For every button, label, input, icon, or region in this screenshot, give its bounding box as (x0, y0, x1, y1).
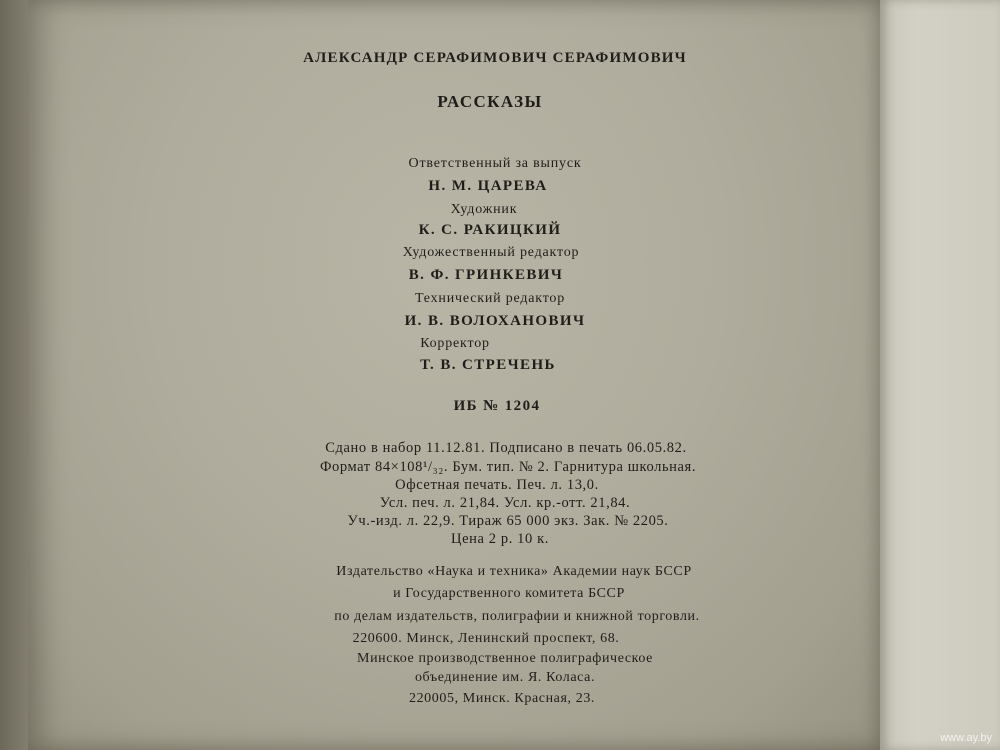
credit-role: Художник (450, 202, 518, 217)
credit-role: Технический редактор (414, 291, 566, 306)
publisher-line: 220005, Минск. Красная, 23. (408, 691, 596, 706)
credit-name: В. Ф. ГРИНКЕВИЧ (408, 267, 564, 283)
credit-name: Т. В. СТРЕЧЕНЬ (420, 357, 556, 373)
credit-name: Н. М. ЦАРЕВА (428, 178, 548, 194)
print-info-line: Офсетная печать. Печ. л. 13,0. (395, 477, 599, 493)
publisher-line: Издательство «Наука и техника» Академии наук БССР (336, 564, 692, 579)
adjacent-page-edge (880, 0, 1000, 750)
publisher-line: объединение им. Я. Коласа. (414, 670, 596, 685)
ib-number: ИБ № 1204 (453, 398, 541, 414)
print-info-line: Цена 2 р. 10 к. (451, 531, 549, 547)
publisher-line: 220600. Минск, Ленинский проспект, 68. (352, 631, 620, 646)
print-info-line: Усл. печ. л. 21,84. Усл. кр.-отт. 21,84. (379, 495, 631, 511)
credit-role: Ответственный за выпуск (408, 156, 582, 171)
author-name: АЛЕКСАНДР СЕРАФИМОВИЧ СЕРАФИМОВИЧ (303, 50, 687, 66)
credit-name: К. С. РАКИЦКИЙ (418, 222, 562, 238)
publisher-line: по делам издательств, полиграфии и книжной торговли. (334, 609, 700, 624)
credit-name: И. В. ВОЛОХАНОВИЧ (404, 313, 586, 329)
print-info-line: Уч.-изд. л. 22,9. Тираж 65 000 экз. Зак. № 2205. (347, 513, 669, 529)
print-info-line: Формат 84×108¹/₃₂. Бум. тип. № 2. Гарнитура школьная. (319, 459, 697, 475)
site-watermark: www.ay.by (940, 732, 992, 744)
book-title: РАССКАЗЫ (437, 92, 543, 111)
publisher-line: и Государственного комитета БССР (393, 586, 625, 601)
credit-role: Корректор (420, 336, 490, 351)
print-info-line: Сдано в набор 11.12.81. Подписано в печать 06.05.82. (325, 440, 687, 456)
publisher-line: Минское производственное полиграфическое (357, 651, 653, 666)
credit-role: Художественный редактор (402, 245, 580, 260)
